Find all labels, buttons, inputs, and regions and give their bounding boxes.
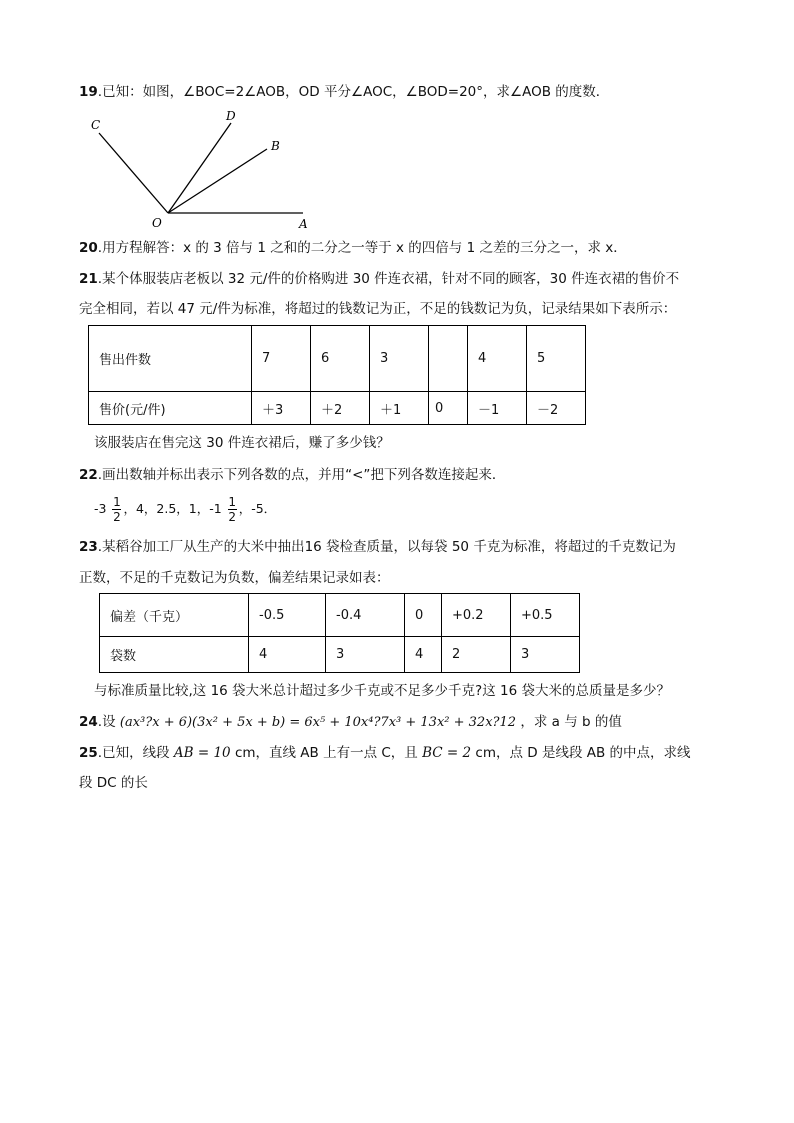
q24-formula: (ax³?x + 6)(3x² + 5x + b) = 6x⁵ + 10x⁴?7x³ + 13x² + 32x?12 [119,715,517,730]
q25-line2: 段 DC 的长 [79,775,148,791]
q24-line: 24.设 (ax³?x + 6)(3x² + 5x + b) = 6x⁵ + 10x⁴?7x³ + 13x² + 32x?12 ，求 a 与 b 的值 [79,714,622,730]
q22-line: 22.画出数轴并标出表示下列各数的点，并用“<”把下列各数连接起来． [79,467,506,483]
q21-number: 21 [79,271,98,287]
ray-od [168,123,231,213]
q21-line2: 完全相同，若以 47 元/件为标准，将超过的钱数记为正，不足的钱数记为负，记录结果如下表所示： [79,301,677,317]
q23-line1: 23.某稻谷加工厂从生产的大米中抽出16 袋检查质量，以每袋 50 千克为标准，将超过的千克数记为 [79,539,676,555]
ray-ob [168,149,267,213]
table-row: 售出件数 7 6 3 4 5 [89,326,586,392]
table-row: 袋数 4 3 4 2 3 [100,637,580,673]
q25-number: 25 [79,745,98,761]
table-row: 偏差（千克） -0.5 -0.4 0 +0.2 +0.5 [100,594,580,637]
label-d: D [226,109,236,123]
q24-number: 24 [79,714,98,730]
label-a: A [299,217,308,231]
angle-diagram [85,106,325,231]
q20-number: 20 [79,240,98,256]
ray-oc [99,133,168,213]
label-c: C [91,118,101,132]
q21-line1: 21.某个体服装店老板以 32 元/件的价格购进 30 件连衣裙，针对不同的顾客，30 件连衣裙的售价不 [79,271,680,287]
q20-line [79,239,627,257]
fraction-half: $\frac{1}{2}$ [113,495,121,524]
q19-text: .已知：如图，∠BOC=2∠AOB，OD 平分∠AOC，∠BOD=20°，求∠AOB 的度数． [97,84,610,100]
q23-table [99,593,580,673]
q19-line [79,83,609,101]
fraction-half: $\frac{1}{2}$ [228,495,236,524]
q22-number: 22 [79,467,98,483]
q20-text: .用方程解答：x 的 3 倍与 1 之和的二分之一等于 x 的四倍与 1 之差的三分之一，求 x． [97,240,627,256]
label-b: B [271,139,280,153]
q21-question: 该服装店在售完这 30 件连衣裙后，赚了多少钱？ [94,435,390,451]
q21-table [88,325,586,425]
table-row: 售价(元/件) ＋3 ＋2 ＋1 0 －1 －2 [89,392,586,425]
q23-line2: 正数，不足的千克数记为负数，偏差结果记录如表： [79,570,390,586]
q23-number: 23 [79,539,98,555]
label-o: O [152,216,162,230]
q22-numbers: -3 $\frac{1}{2}$ ，4，2.5，1，-1 $\frac{1}{2}$ ，-5． [94,495,277,524]
q25-line1: 25.已知，线段 AB = 10 cm，直线 AB 上有一点 C，且 BC = 2 cm，点 D 是线段 AB 的中点，求线 [79,745,691,761]
q23-question: 与标准质量比较,这 16 袋大米总计超过多少千克或不足多少千克?这 16 袋大米的总质量是多少？ [94,683,670,699]
q19-number: 19 [79,84,98,100]
